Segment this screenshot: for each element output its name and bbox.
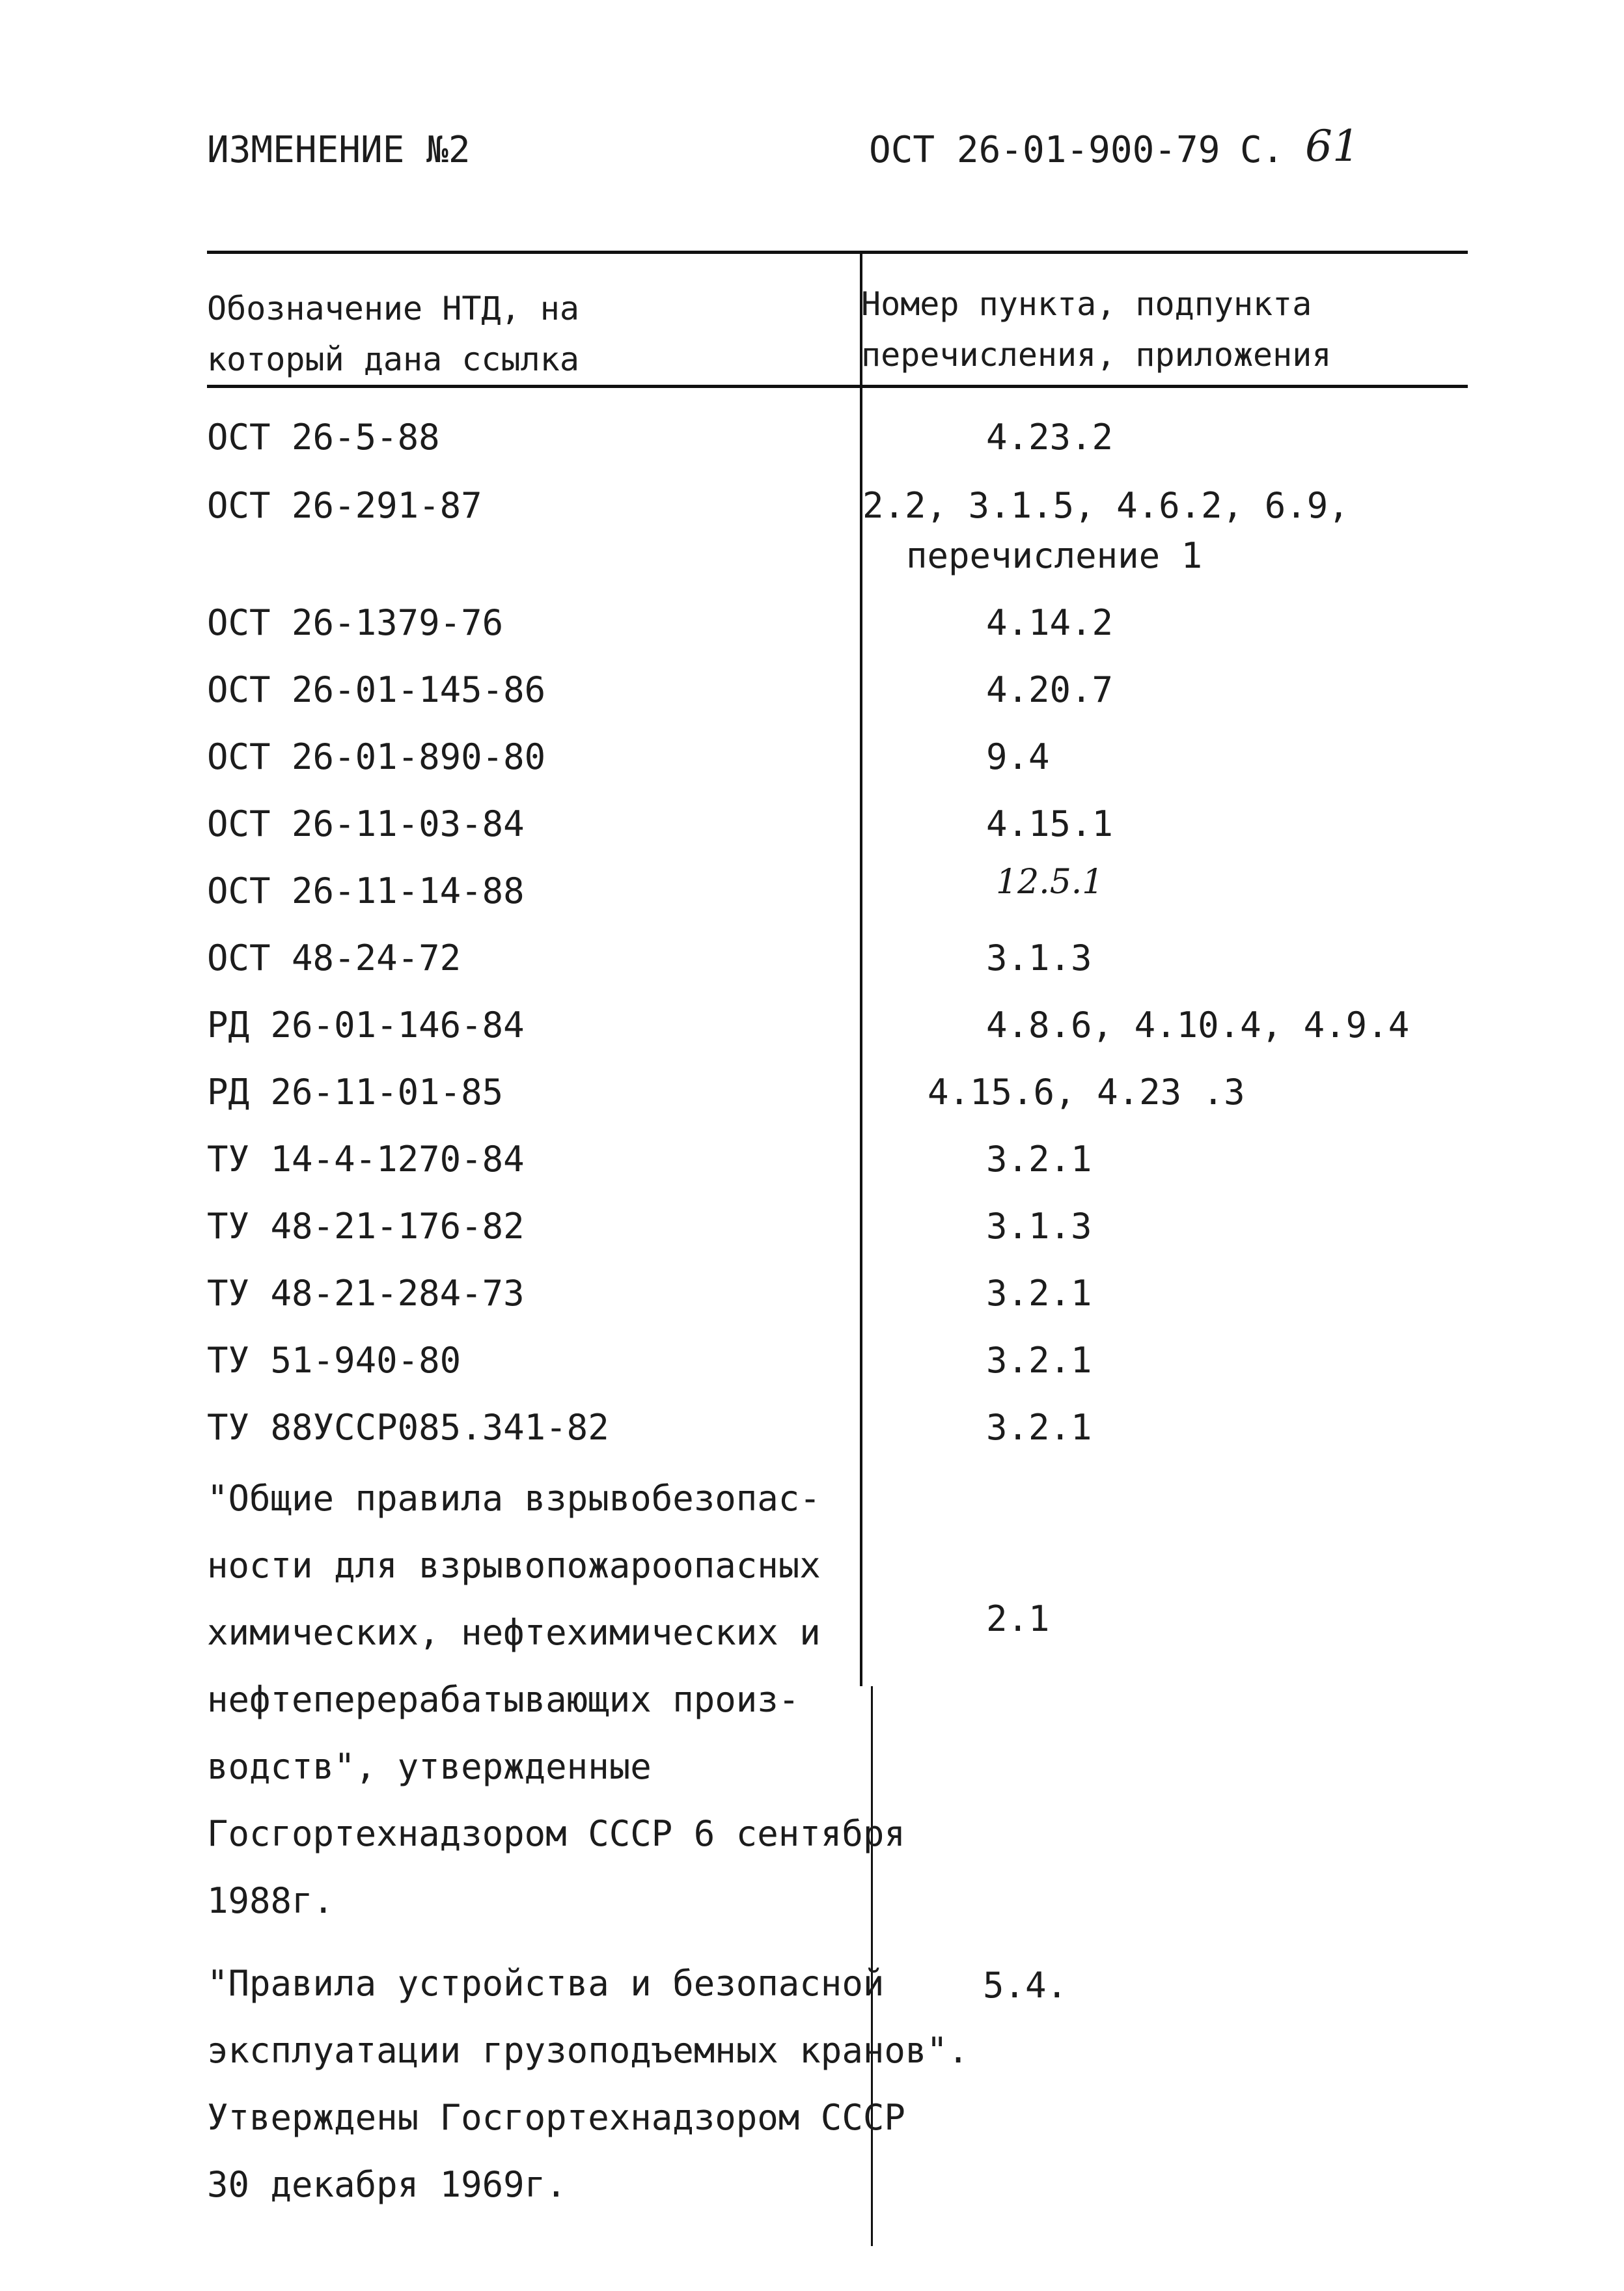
table-row-ref: 4.15.1 <box>986 803 1114 844</box>
table-row-doc: ОСТ 26-1379-76 <box>207 602 504 643</box>
table-row-ref: 3.2.1 <box>986 1139 1092 1180</box>
change-label: ИЗМЕНЕНИЕ №2 <box>207 129 471 171</box>
table-row-doc: ТУ 48-21-284-73 <box>207 1273 525 1314</box>
table-row-ref: 2.2, 3.1.5, 4.6.2, 6.9, <box>862 485 1349 526</box>
page-prefix: С. <box>1240 129 1284 171</box>
table-row-ref: 4.20.7 <box>986 669 1114 710</box>
table-row-doc: ОСТ 48-24-72 <box>207 937 461 979</box>
table-row-ref: 3.1.3 <box>986 1206 1092 1247</box>
note2-line: Утверждены Госгортехнадзором СССР <box>207 2097 905 2138</box>
col1-header-line1: Обозначение НТД, на <box>207 290 579 327</box>
note1-line: Госгортехнадзором СССР 6 сентября <box>207 1813 905 1854</box>
table-row-ref: 9.4 <box>986 736 1050 777</box>
note1-ref: 2.1 <box>986 1598 1050 1639</box>
table-row-doc: РД 26-11-01-85 <box>207 1072 504 1113</box>
table-row-ref: 3.2.1 <box>986 1273 1092 1314</box>
note1-line: ности для взрывопожароопасных <box>207 1545 821 1586</box>
standard-number: ОСТ 26-01-900-79 <box>869 129 1220 171</box>
table-header-rule <box>207 385 1468 388</box>
table-row-doc: ОСТ 26-291-87 <box>207 485 482 526</box>
col1-header-line2: который дана ссылка <box>207 340 579 378</box>
table-row-ref: 3.2.1 <box>986 1407 1092 1448</box>
table-row-doc: ОСТ 26-5-88 <box>207 417 440 458</box>
note1-line: химических, нефтехимических и <box>207 1612 821 1653</box>
table-row-ref: 4.14.2 <box>986 602 1114 643</box>
column-divider <box>860 254 862 1686</box>
table-row-doc: ОСТ 26-11-14-88 <box>207 870 525 911</box>
note1-line: 1988г. <box>207 1880 335 1921</box>
table-row-ref: 4.23.2 <box>986 417 1114 458</box>
table-row-doc: РД 26-01-146-84 <box>207 1005 525 1046</box>
col2-header-line1: Номер пункта, подпункта <box>861 285 1312 323</box>
col2-header-line2: перечисления, приложения <box>861 336 1332 374</box>
table-row-doc: ТУ 14-4-1270-84 <box>207 1139 525 1180</box>
table-row-doc: ТУ 51-940-80 <box>207 1340 461 1381</box>
note2-line: "Правила устройства и безопасной <box>207 1963 885 2004</box>
table-row-doc: ОСТ 26-01-890-80 <box>207 736 546 777</box>
table-row-ref: 4.15.6, 4.23 .3 <box>928 1072 1245 1113</box>
note2-ref: 5.4. <box>983 1965 1068 2006</box>
table-row-ref: 4.8.6, 4.10.4, 4.9.4 <box>986 1005 1410 1046</box>
note1-line: нефтеперерабатывающих произ- <box>207 1679 800 1720</box>
page-number: 61 <box>1305 121 1360 171</box>
table-row-doc: ТУ 48-21-176-82 <box>207 1206 525 1247</box>
table-row-ref-handwritten: 12.5.1 <box>996 863 1104 902</box>
table-row-ref-continued: перечисление 1 <box>906 535 1203 576</box>
table-row-ref: 3.1.3 <box>986 937 1092 979</box>
note2-line: 30 декабря 1969г. <box>207 2164 567 2205</box>
table-row-doc: ТУ 88УССР085.341-82 <box>207 1407 609 1448</box>
note1-line: "Общие правила взрывобезопас- <box>207 1478 821 1519</box>
table-top-rule <box>207 251 1468 254</box>
note1-line: водств", утвержденные <box>207 1746 652 1787</box>
note2-line: эксплуатации грузоподъемных кранов". <box>207 2030 969 2071</box>
table-row-doc: ОСТ 26-11-03-84 <box>207 803 525 844</box>
table-row-doc: ОСТ 26-01-145-86 <box>207 669 546 710</box>
table-row-ref: 3.2.1 <box>986 1340 1092 1381</box>
